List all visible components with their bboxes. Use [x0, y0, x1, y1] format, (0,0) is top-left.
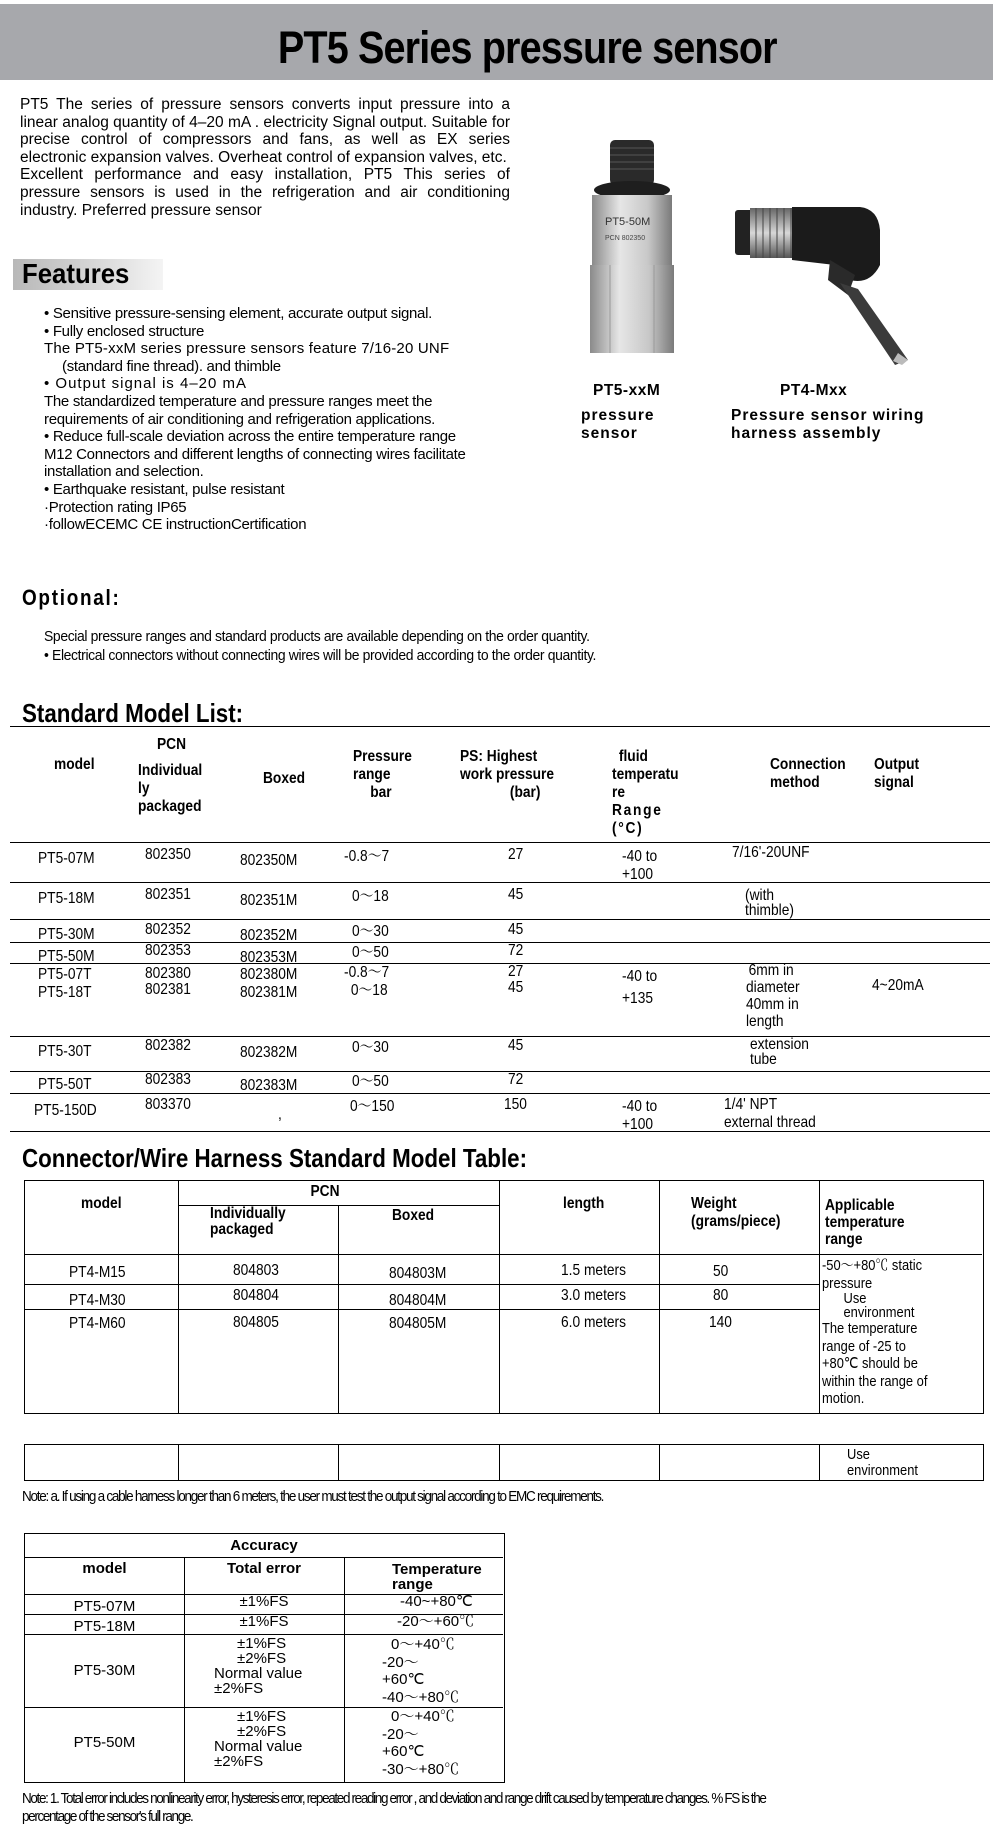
- table-cell: 802350: [145, 846, 191, 863]
- feature-line: M12 Connectors and different lengths of connecting wires facilitate: [44, 445, 466, 463]
- table-cell: 802350M: [240, 852, 298, 869]
- table-cell: 804803: [233, 1262, 279, 1279]
- table-cell: 802353M: [240, 949, 298, 966]
- table-cell: PT5-30M: [73, 1662, 136, 1679]
- table-cell: 6mm in diameter 40mm in length: [746, 962, 800, 1030]
- table-cell: -20～+60℃: [397, 1613, 475, 1630]
- harness-extra-row: [24, 1444, 984, 1481]
- intro-text: [20, 96, 510, 219]
- table-cell: -0.8～7: [344, 848, 390, 865]
- table-cell: 7/16'-20UNF: [732, 844, 810, 861]
- table-cell: 27 45: [508, 963, 524, 996]
- table-cell: 802382M: [240, 1044, 298, 1061]
- table-cell: 45: [508, 886, 524, 903]
- table-cell: -0.8～7 0～18: [344, 964, 390, 999]
- table-cell: PT5-50T: [38, 1076, 92, 1093]
- intro-paragraph: Excellent performance and easy installation, PT5 This series of pressure sensors is used in the refrigeration and air conditioning industry. Preferred pressure sensor: [20, 166, 510, 219]
- col-header-pcn: PCN: [157, 736, 187, 753]
- table-cell: 802383: [145, 1071, 191, 1088]
- col-header-temp: Temperature range: [392, 1561, 482, 1593]
- table-cell: 45: [508, 921, 524, 938]
- feature-line: • Reduce full-scale deviation across the entire temperature range: [44, 428, 456, 446]
- table-cell: 3.0 meters: [561, 1287, 627, 1304]
- table-cell: 802383M: [240, 1077, 298, 1094]
- table-cell: 802352M: [240, 927, 298, 944]
- accuracy-table: [24, 1533, 505, 1783]
- output-signal-value: 4~20mA: [872, 977, 924, 994]
- table-cell: 802352: [145, 921, 191, 938]
- table-cell: 804805M: [389, 1315, 447, 1332]
- table-cell: PT5-30M: [38, 926, 95, 943]
- table-cell: PT5-150D: [34, 1102, 97, 1119]
- features-list: [44, 305, 514, 534]
- table-cell: ±1%FS ±2%FS Normal value ±2%FS: [214, 1708, 303, 1770]
- table-cell: 0～50: [352, 1073, 389, 1090]
- table-cell: 802380M 802381M: [240, 966, 298, 1001]
- table-cell: 72: [508, 1071, 524, 1088]
- product-caption-model: PT5-xxM: [593, 382, 661, 399]
- feature-line: ·Protection rating IP65: [44, 498, 187, 516]
- col-header-connection: Connection method: [770, 756, 846, 791]
- table-cell: 1/4' NPT external thread: [724, 1096, 816, 1131]
- table-cell: PT5-07M: [73, 1598, 136, 1615]
- harness-table: [24, 1180, 984, 1414]
- page-title: PT5 Series pressure sensor: [277, 22, 777, 73]
- col-header-model: model: [81, 1195, 122, 1212]
- table-cell: 0～50: [352, 944, 389, 961]
- table-cell: 140: [709, 1314, 732, 1331]
- table-cell: 0～30: [352, 1039, 389, 1056]
- feature-line: installation and selection.: [44, 463, 204, 481]
- table-cell: 27: [508, 846, 524, 863]
- table-cell: PT4-M15: [69, 1264, 126, 1281]
- svg-text:PT5-50M: PT5-50M: [605, 216, 651, 228]
- table-cell: extension tube: [750, 1036, 809, 1068]
- table-cell: PT5-50M: [73, 1734, 136, 1751]
- col-header-individually: Individual ly packaged: [138, 762, 203, 815]
- table-cell: 1.5 meters: [561, 1262, 627, 1279]
- product-caption-model: PT4-Mxx: [780, 382, 848, 399]
- product-caption-desc: Pressure sensor wiring harness assembly: [731, 407, 925, 442]
- col-header-ps: PS: Highest work pressure (bar): [460, 748, 555, 801]
- table-cell: PT5-07T PT5-18T: [38, 966, 92, 1001]
- table-cell: PT5-18M: [73, 1618, 136, 1635]
- table-cell: 802351: [145, 886, 191, 903]
- table-cell: 0～150: [350, 1098, 395, 1115]
- col-header-total-error: Total error: [227, 1560, 301, 1577]
- col-header-model: model: [54, 756, 95, 773]
- col-header-output: Output signal: [874, 756, 920, 791]
- table-cell: 804804M: [389, 1292, 447, 1309]
- harness-heading: Connector/Wire Harness Standard Model Table:: [22, 1143, 528, 1173]
- col-header-pcn: PCN: [310, 1183, 340, 1200]
- feature-line: • Fully enclosed structure: [44, 322, 205, 340]
- table-cell: ,: [278, 1106, 282, 1123]
- table-cell: -40 to +100: [622, 848, 658, 883]
- feature-line: (standard fine thread). and thimble: [62, 357, 281, 375]
- table-cell: -40 to +135: [622, 968, 658, 1007]
- table-cell: -40 to +100: [622, 1098, 658, 1133]
- table-cell: ±1%FS: [239, 1593, 289, 1610]
- table-cell: 6.0 meters: [561, 1314, 627, 1331]
- table-cell: 804805: [233, 1314, 279, 1331]
- temp-range-note: -50～+80℃ static pressure Use environment The temperature range of -25 to +80℃ should be within the range of motion.: [822, 1257, 928, 1407]
- feature-line: • Sensitive pressure-sensing element, accurate output signal.: [44, 305, 433, 322]
- table-cell: ±1%FS ±2%FS Normal value ±2%FS: [214, 1635, 303, 1697]
- features-heading: Features: [22, 258, 130, 289]
- table-cell: 802380 802381: [145, 965, 191, 998]
- col-header-individually: Individually packaged: [210, 1205, 286, 1238]
- table-cell: -40~+80℃: [400, 1593, 473, 1610]
- table-cell: 150: [504, 1096, 527, 1113]
- col-header-boxed: Boxed: [263, 770, 306, 787]
- col-header-boxed: Boxed: [392, 1207, 435, 1224]
- table-cell: 804803M: [389, 1265, 447, 1282]
- col-header-weight: Weight (grams/piece): [691, 1195, 781, 1230]
- table-cell: (with thimble): [745, 887, 794, 919]
- feature-line: The standardized temperature and pressure ranges meet the: [44, 392, 433, 410]
- accuracy-title: Accuracy: [230, 1537, 298, 1554]
- svg-text:PCN 802350: PCN 802350: [605, 235, 646, 242]
- feature-line: requirements of air conditioning and refrigeration applications.: [44, 410, 436, 428]
- feature-line: The PT5-xxM series pressure sensors feature 7/16-20 UNF: [44, 340, 450, 358]
- table-cell: PT5-07M: [38, 850, 95, 867]
- standard-model-heading: Standard Model List:: [22, 698, 244, 728]
- accuracy-note: Note: 1. Total error includes nonlinearity error, hysteresis error, repeated reading error , and deviation and range drift caused by temperature changes. % FS is the percentage of the sensor's full range.: [22, 1790, 766, 1825]
- col-header-pressure-range: Pressure range bar: [353, 748, 412, 801]
- table-cell: 0～30: [352, 923, 389, 940]
- intro-paragraph: PT5 The series of pressure sensors converts input pressure into a linear analog quantity of 4–20 mA . electricity Signal output. Suitable for precise control of compressors and fans, as well as EX series electronic expansion valves. Overheat control of expansion valves, etc.: [20, 96, 510, 166]
- table-cell: 802351M: [240, 892, 298, 909]
- standard-model-table: [10, 726, 990, 1132]
- table-cell: PT4-M60: [69, 1315, 126, 1332]
- table-cell: ±1%FS: [239, 1613, 289, 1630]
- col-header-model: model: [82, 1560, 127, 1577]
- table-cell: PT5-18M: [38, 890, 95, 907]
- feature-line: • Earthquake resistant, pulse resistant: [44, 480, 285, 498]
- table-cell: 0～18: [352, 888, 389, 905]
- product-caption-desc: pressure sensor: [581, 407, 655, 442]
- pressure-sensor-photo: [580, 140, 684, 355]
- table-cell: PT4-M30: [69, 1292, 126, 1309]
- feature-line: ·followECEMC CE instructionCertification: [44, 516, 307, 534]
- table-cell: 804804: [233, 1287, 279, 1304]
- optional-heading: Optional:: [22, 585, 121, 610]
- table-cell: 803370: [145, 1096, 191, 1113]
- table-cell: 45: [508, 1037, 524, 1054]
- col-header-temp: Applicable temperature range: [825, 1197, 905, 1248]
- table-cell: PT5-30T: [38, 1043, 92, 1060]
- col-header-length: length: [563, 1195, 605, 1212]
- table-cell: 50: [713, 1263, 729, 1280]
- table-cell: 72: [508, 942, 524, 959]
- optional-text: Special pressure ranges and standard products are available depending on the order quantity. • Electrical connectors without connecting wires will be provided according to the order quantity.: [44, 628, 597, 664]
- table-cell: PT5-50M: [38, 948, 95, 965]
- feature-line: • Output signal is 4–20 mA: [44, 375, 248, 393]
- table-cell: 0～+40℃ -20～ +60℃ -40～+80℃: [382, 1636, 460, 1706]
- col-header-fluid-temp: fluid temperatu re Range (°C): [612, 748, 679, 837]
- table-cell: 0～+40℃ -20～ +60℃ -30～+80℃: [382, 1708, 460, 1778]
- harness-note: Note: a. If using a cable harness longer than 6 meters, the user must test the output signal according to EMC requirements.: [22, 1488, 604, 1505]
- table-cell: 802353: [145, 942, 191, 959]
- wiring-harness-photo: [730, 205, 915, 365]
- use-environment-label: Use environment: [847, 1446, 918, 1479]
- table-cell: 80: [713, 1287, 729, 1304]
- table-cell: 802382: [145, 1037, 191, 1054]
